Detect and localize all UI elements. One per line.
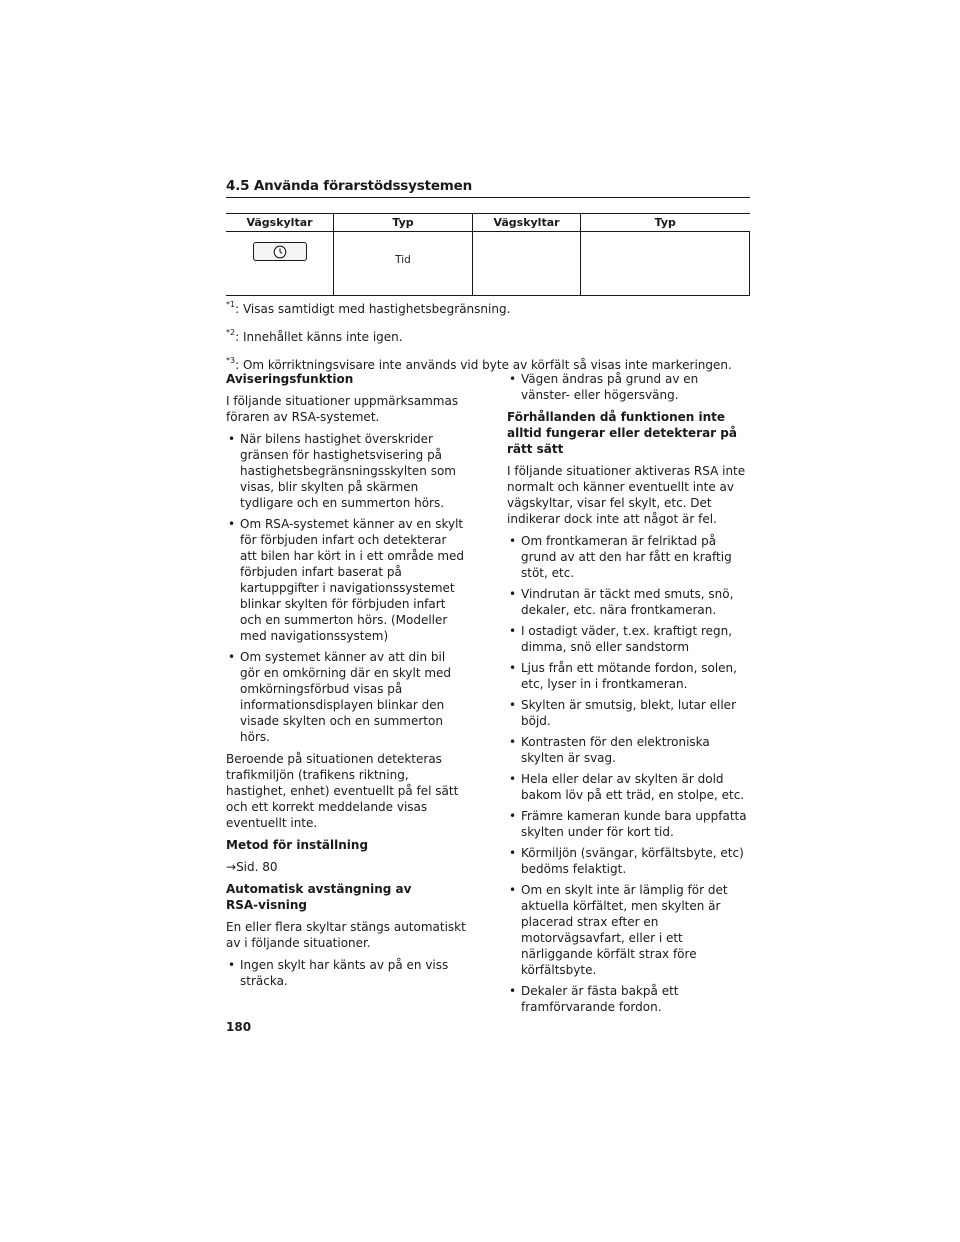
list-item: • Vindrutan är täckt med smuts, snö, dekaler, etc. nära frontkameran. xyxy=(507,586,747,618)
footnotes xyxy=(226,298,766,382)
list-item: • Om systemet känner av att din bil gör en omkörning där en skylt med omkörningsförbud visas på informationsdisplayen blinkar den visade skylten och en summerton hörs. xyxy=(226,649,466,745)
col-header-signs: Vägskyltar xyxy=(226,214,334,232)
paragraph: I följande situationer aktiveras RSA inte normalt och känner eventuellt inte av vägskyltar, visar fel skylt, etc. Det indikerar dock inte att något är fel. xyxy=(507,464,746,526)
list-item: • Kontrasten för den elektroniska skylten är svag. xyxy=(507,734,747,766)
paragraph: En eller flera skyltar stängs automatiskt av i följande situationer. xyxy=(226,920,466,950)
bullet-list xyxy=(507,371,747,403)
heading-line: Automatisk avstängning av xyxy=(226,882,412,896)
type-cell xyxy=(334,232,473,296)
right-column xyxy=(507,371,747,1021)
footnote xyxy=(226,298,766,317)
list-item: • Skylten är smutsig, blekt, lutar eller böjd. xyxy=(507,697,747,729)
footnote-text: : Innehållet känns inte igen. xyxy=(235,330,403,344)
list-item: • I ostadigt väder, t.ex. kraftigt regn, dimma, snö eller sandstorm xyxy=(507,623,747,655)
list-item: • Ingen skylt har känts av på en viss sträcka. xyxy=(226,957,466,989)
empty-sign-cell xyxy=(473,232,581,296)
list-item: • Dekaler är fästa bakpå ett framförvarande fordon. xyxy=(507,983,747,1015)
col-header-signs-2: Vägskyltar xyxy=(473,214,581,232)
road-signs-table xyxy=(226,213,750,296)
footnote-mark: *1 xyxy=(226,300,236,309)
heading-limitations: Förhållanden då funktionen inte alltid fungerar eller detekterar på rätt sätt xyxy=(507,410,737,456)
list-item: • Om RSA-systemet känner av en skylt för förbjuden infart och detekterar att bilen har kört in i ett område med förbjuden infart baserat på kartuppgifter i navigationssystemet blinkar skylten för förbjuden infart och en summerton hörs. (Modeller med navigationssystem) xyxy=(226,516,466,644)
paragraph: I följande situationer uppmärksammas föraren av RSA-systemet. xyxy=(226,394,459,424)
list-item: • Hela eller delar av skylten är dold bakom löv på ett träd, en stolpe, etc. xyxy=(507,771,747,803)
empty-type-cell xyxy=(581,232,750,296)
heading-notification-function: Aviseringsfunktion xyxy=(226,372,354,386)
page-reference-text: Sid. 80 xyxy=(236,860,278,874)
arrow-right-icon: → xyxy=(226,860,237,874)
type-label: Tid xyxy=(395,254,411,266)
list-item: • Vägen ändras på grund av en vänster- eller högersväng. xyxy=(507,371,747,403)
list-item: • Om frontkameran är felriktad på grund av att den har fått en kraftig stöt, etc. xyxy=(507,533,747,581)
sign-cell xyxy=(226,232,334,296)
list-item: • Ljus från ett mötande fordon, solen, etc, lyser in i frontkameran. xyxy=(507,660,747,692)
heading-settings-method: Metod för inställning xyxy=(226,838,369,852)
list-item: • Om en skylt inte är lämplig för det aktuella körfältet, men skylten är placerad strax efter en motorvägsavfart, eller i ett närliggande körfält strax före körfältsbyte. xyxy=(507,882,747,978)
bullet-list xyxy=(507,533,747,1015)
heading-line: RSA-visning xyxy=(226,898,308,912)
list-item: • Körmiljön (svängar, körfältsbyte, etc) bedöms felaktigt. xyxy=(507,845,747,877)
bullet-list xyxy=(226,957,466,989)
col-header-type: Typ xyxy=(334,214,473,232)
paragraph: Beroende på situationen detekteras trafikmiljön (trafikens riktning, hastighet, enhet) eventuellt på fel sätt och ett korrekt meddelande visas eventuellt inte. xyxy=(226,752,459,830)
page-number: 180 xyxy=(226,1020,252,1034)
heading-auto-shutoff xyxy=(226,881,466,913)
footnote-text: : Visas samtidigt med hastighetsbegränsning. xyxy=(235,302,511,316)
footnote xyxy=(226,326,766,345)
section-title: 4.5 Använda förarstödssystemen xyxy=(226,178,750,198)
footnote-text: : Om körriktningsvisare inte används vid byte av körfält så visas inte markeringen. xyxy=(235,358,732,372)
col-header-type-2: Typ xyxy=(581,214,750,232)
footnote-mark: *2 xyxy=(226,328,236,337)
table-header-row xyxy=(226,214,750,232)
list-item: • Främre kameran kunde bara uppfatta skylten under för kort tid. xyxy=(507,808,747,840)
footnote-mark: *3 xyxy=(226,356,236,365)
page-reference-link[interactable] xyxy=(226,859,466,875)
left-column xyxy=(226,371,466,995)
table-row xyxy=(226,232,750,296)
clock-sign-icon xyxy=(253,242,307,261)
list-item: • När bilens hastighet överskrider gränsen för hastighetsvisering på hastighetsbegränsningsskylten som visas, blir skylten på skärmen tydligare och en summerton hörs. xyxy=(226,431,466,511)
bullet-list xyxy=(226,431,466,745)
